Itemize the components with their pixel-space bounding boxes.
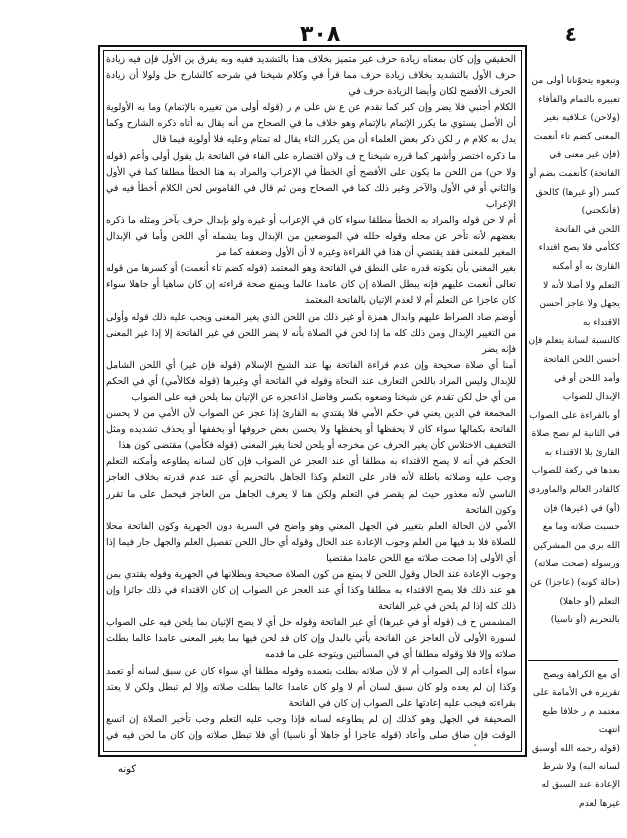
main-paragraph: الصحيفة في الجهل وهو كذلك إن لم يطاوعه لسانه فإذا وجب عليه التعلم وجب تأخير الصلاة إن اتسع الوقت فإن ضاق صلى وأعاد (قوله عاجزا أو جاهلا أو ناسيا) أي فلا تبطل صلاته وإن كان ما لحن فيه في (106, 713, 516, 741)
main-paragraph: الحقيقي وإن كان بمعناه زيادة حرف غير متميز بخلاف هذا بالتشديد ففيه وبه يفرق ين الأول فإن فيه زيادة حرف الأول بالتشديد بخلاف زيادة حرف مما قرأ في وكلام شيخنا في شرحه كالشارح حل ولولا أن زيادة الحرف الأفضح لكان وأيضا الزيادة حرف في (106, 54, 516, 98)
main-paragraph: سواء أعاده إلى الصواب أم لا لأن صلاته بطلت بتعمده وقوله مطلقا أي سواء كان عن سبق لسانه أو تعمد وكذا إن لم يعده ولو كان سبق لسان أم لا ولو كان عامدا عالما بطلت صلاته وإلا لم تبطل ولكن لا يعتد بقراءته فيجب عليه إعادتها على الصواب إن كان في الفاتحة (106, 665, 516, 709)
main-paragraph: الكلام أجنبي فلا يضر وإن كبر كما نقدم عن ع ش على م ر (قوله أولى من تغييره بالإتمام) وما به الأولوية أن الأصل يستوي ما يكرر الإتمام بالإتمام وهو خلاف ما في الصحاح من أنه يقال به أتاه ذكره الشارح وكما يدل به كلام م ر لكن ذكر بعض العلماء أن من يكرر التاء يقال له تمتام وعليه فلا أولوية فيما قال (106, 102, 516, 146)
main-paragraph: المشمس ح ف (قوله أو في غيرها) أي غير الفاتحة وقوله حل أي لا يصح الإتيان بما يلحن فيه على الصواب لسورة الأولى لأن العاجز عن الفاتحة يأتي بالبدل وإن كان قد لحن فيها بما يغير المعنى عامدا عالما بطلت صلاته وإلا فلا وقوله مطلقا أي في المسألتين ويتوجه على ما قدمه (106, 617, 516, 661)
main-paragraph: المجمعة في الدين يعني في حكم الأمي فلا يقتدي به القارئ إذا عجز عن الصواب لأن الأمي من لا يحسن الفاتحة بكمالها سواء كان لا يحفظها أو يحفظها ولا يحسن بعض حروفها أو يخففها أو يحذف تشديده ومثل التخفيف الاختلاس كأن يغير الحرف عن مخرجه أو يلحن لحنا يغير المعنى (قوله فكأمي) مقتضى كون هذا (106, 408, 516, 452)
main-text (106, 52, 516, 746)
margin-paragraph: اللحن في الفاتحة ككأمي فلا يصح اقتداء القارئ به أو أمكنه التعلم ولا أصلا لأنه لا يجهل ولا عاجز أحسن الاقتداء به (538, 223, 620, 328)
main-paragraph: الحكم في أنه لا يصح الاقتداء به مطلقا أي عند العجز عن الصواب فإن كان لسانه يطاوعه وأمكنه التعلم وجب عليه وصلاته باطلة لأنه قادر على التعلم وكذا الجاهل بالتحريم أي عند عدم قدرته بخلاف العاجز الناسي لأنه معذور حيث لم يقصر في التعلم ولكن هنا لا يعرف الجاهل من العاجز فيحمل على ما تقرر وكون الفاتحة (106, 456, 516, 516)
margin-footnote (528, 666, 620, 813)
margin-paragraph: كالنسبة لسانة يتعلم فإن أحسن اللحن الفاتحة وأمد اللحن أو في الإبدال للصواب (528, 335, 620, 403)
margin-divider (528, 660, 618, 661)
margin-paragraph: وتبعوه يتحوّنانا أولى من تعبيره بالتمام والفأفاء (531, 75, 620, 105)
margin-paragraph: (ولاحن) عـلافيه بغير المعنى كضم تاء أنعمت (فإن غير معنى في الفاتحة) كأنعمت بضم أو كسر (أو غيرها) كالحق (فأنكحني) (529, 112, 620, 217)
main-paragraph: أوضم صاد الصراط عليهم وابدال همزة أو غير ذلك من اللحن الذي يغير المعنى ويجب عليه ذلك قوله وأولى من التغيير الإبدال ومن ذلك كله ما إذا لحن في الصلاة بأنه لا يضر اللحن في غير الفاتحة إلا إذا غير المعنى فإنه يضر (106, 311, 516, 355)
main-paragraph: وجوب الإعادة عند الحال وقول اللحن لا يمنع من كون الصلاة صحيحة وبطلانها في الجهرية وقوله يقتدي بمن هو عند ذلك فلا يصح الاقتداء به مطلقا وكذا أي عند العجز عن الصواب إن كان الاقتداء في ذلك جائزا وإن ذلك كله إذا لم يلحن في غير الفاتحة (106, 569, 516, 613)
main-paragraph: ما ذكره اختصر وأشهر كما قرره شيخنا ح ف ولان اقتصاره على الفاء في الفاتحة بل يقول أولى وأعم (قوله ولا حن) من اللحن ما يكون على الأفصح أي الخطأ في الإعراب والمراد به هنا الخطأ مطلقا كما في الأول والثاني أو في الأول والآخر وغير ذلك كما في الصحاح ومن ثم قال في القاموس لحن الكلام أخطأ فيه في الإعراب (106, 150, 516, 210)
margin-paragraph: الله بري من المشركين ورسوله (صحت صلاته) (حالة كونه) (عاجزا) عن التعلم (أو جاهلا) بالتحريم (أو ناسيا) (530, 539, 620, 626)
main-paragraph: آمنا أي صلاة صحيحة وإن عدم قراءة الفاتحة بها عند الشيخ الإسلام (قوله فإن غير) أي اللحن الشامل للإبدال وليس المراد باللحن التعارف عند النحاة وقوله في الفاتحة أي وغيرها (قوله فكالأمي) أي في الحكم من أي حل لكن تقدم عن شيخنا وضعوه بكسر وفاضل اذاعجزه عن الإتيان بما يلحن فيه على الصواب (106, 359, 516, 403)
margin-text (528, 72, 620, 652)
corner-mark: ٤ (564, 22, 577, 46)
catchword: كونه (118, 764, 137, 775)
main-paragraph: أم لا حن قوله والمراد به الخطأ مطلقا سواء كان في الإعراب أو غيره ولو بإبدال حرف بآخر ومثله ما ذكره بعضهم لأنه تأخر عن محله وقوله حلله في الموضعين من الإبدال وما يشمله أي اللحن وأما في الإبدال المغير للمعنى فقد يقتضي أن هذا في القراءة وغيره لا أن الأول وضعفه كما مر (106, 214, 516, 259)
margin-paragraph: كالقادر العالم والماوردي (أو) في (غيرها) فإن حسبت صلاته وما مع (528, 484, 620, 533)
footnote-paragraph: (قوله رحمه الله أوسبق لسانه البه) ولا شرط الإعادة عند السبق له غيرها لعدم (531, 742, 620, 809)
main-paragraph: الأمي لان الحالة العلم بتغيير في الجهل المعني وهو واضح في السرية دون الجهرية وكون الفاتحة محلا للصلاة فلا بد فيها من العلم وجوب الإعادة عند الحال وقوله أي حال اللحن تفصيل العلم والجهل جار فيما إذا أي الأولى إذا صحت صلاته مع اللحن عامدا مقتضيا (106, 520, 516, 564)
page-number: ٣٠٨ (300, 22, 341, 47)
main-paragraph: بغير المعنى بأن بكونه قدره على النطق في الفاتحة وهو المعتمد (قوله كضم تاء أنعمت) أو كسرها من قوله تعالى أنعمت عليهم فإنه يبطل الصلاة إن كان عامدا عالما ويمنع صحة قراءته إن كان ساهيا أو جاهلا سواء كان عاجزا عن التعلم أم لا لعدم الإتيان بالفاتحة المعتمد (106, 263, 516, 307)
margin-paragraph: أو بالقراءة على الصواب في الثانية لم تصح صلاة القارئ بلا الاقتداء به بعدها في ركعة للصواب (529, 409, 620, 477)
footnote-paragraph: أي مع الكراهة ويصح تقريره في الأمامة على معتمد م ر خلافا طبع انتهت (532, 669, 620, 736)
